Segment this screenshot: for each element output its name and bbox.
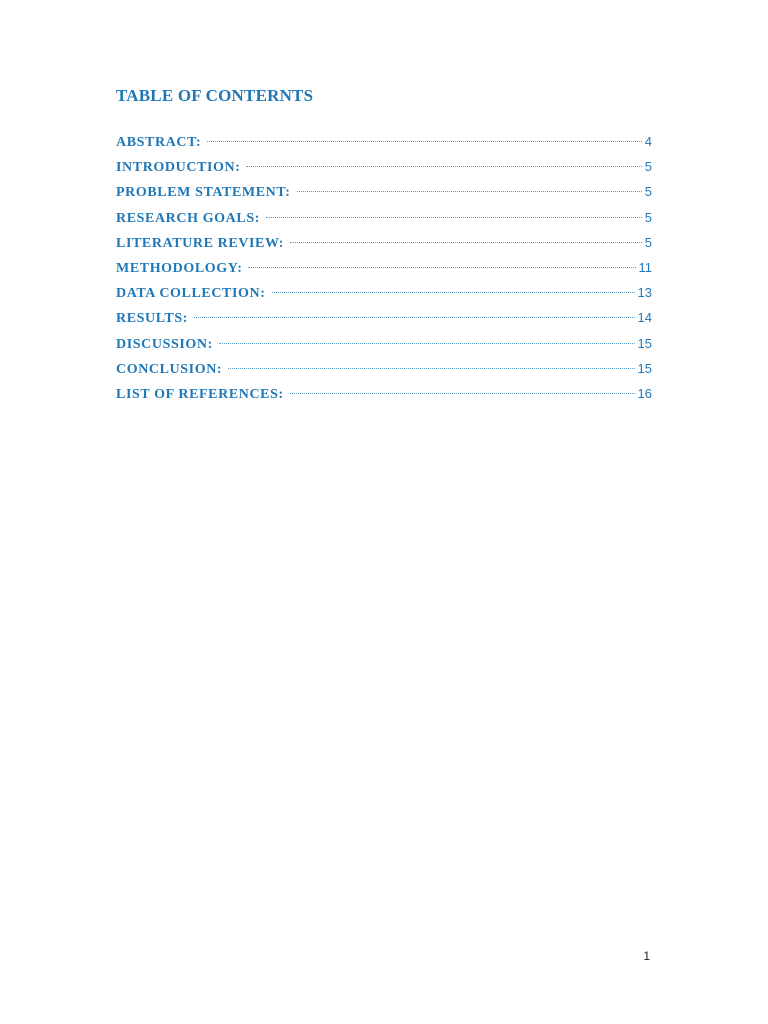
toc-dot-leader bbox=[228, 368, 634, 369]
toc-dot-leader bbox=[194, 317, 635, 318]
toc-entry-page: 5 bbox=[644, 234, 652, 250]
toc-entry-problem-statement[interactable] bbox=[116, 184, 652, 209]
toc-entry-page: 13 bbox=[637, 285, 652, 301]
page-number: 1 bbox=[643, 949, 650, 963]
toc-entry-page: 14 bbox=[637, 310, 652, 326]
toc-entry-list-of-references[interactable] bbox=[116, 386, 652, 411]
toc-list bbox=[116, 134, 652, 411]
toc-dot-leader bbox=[297, 191, 642, 192]
toc-dot-leader bbox=[248, 267, 635, 268]
toc-entry-label: RESULTS: bbox=[116, 311, 188, 327]
toc-entry-conclusion[interactable] bbox=[116, 361, 652, 386]
toc-dot-leader bbox=[290, 393, 635, 394]
toc-dot-leader bbox=[290, 242, 642, 243]
toc-entry-page: 4 bbox=[644, 134, 652, 149]
toc-entry-page: 5 bbox=[644, 159, 652, 175]
toc-entry-label: DATA COLLECTION: bbox=[116, 286, 266, 302]
toc-entry-literature-review[interactable] bbox=[116, 235, 652, 260]
toc-entry-label: DISCUSSION: bbox=[116, 336, 213, 352]
toc-entry-abstract[interactable] bbox=[116, 134, 652, 159]
toc-entry-label: ABSTRACT: bbox=[116, 135, 202, 150]
toc-entry-label: INTRODUCTION: bbox=[116, 160, 241, 176]
toc-dot-leader bbox=[246, 166, 641, 167]
toc-entry-page: 5 bbox=[644, 184, 652, 200]
toc-entry-page: 16 bbox=[637, 385, 652, 401]
toc-entry-data-collection[interactable] bbox=[116, 285, 652, 310]
toc-entry-label: LITERATURE REVIEW: bbox=[116, 235, 285, 251]
toc-entry-page: 15 bbox=[637, 335, 652, 351]
toc-entry-label: METHODOLOGY: bbox=[116, 260, 243, 276]
toc-dot-leader bbox=[266, 217, 642, 218]
toc-entry-discussion[interactable] bbox=[116, 336, 652, 361]
toc-entry-page: 5 bbox=[644, 209, 652, 225]
toc-entry-introduction[interactable] bbox=[116, 159, 652, 184]
toc-entry-label: PROBLEM STATEMENT: bbox=[116, 185, 291, 201]
toc-entry-page: 11 bbox=[638, 259, 652, 275]
toc-entry-label: RESEARCH GOALS: bbox=[116, 210, 260, 226]
toc-dot-leader bbox=[272, 292, 635, 293]
toc-entry-label: LIST OF REFERENCES: bbox=[116, 386, 284, 402]
toc-dot-leader bbox=[219, 343, 635, 344]
toc-entry-results[interactable] bbox=[116, 310, 652, 335]
toc-entry-research-goals[interactable] bbox=[116, 210, 652, 235]
toc-dot-leader bbox=[207, 141, 642, 142]
toc-title: TABLE OF CONTERNTS bbox=[116, 86, 314, 105]
toc-entry-methodology[interactable] bbox=[116, 260, 652, 285]
toc-entry-label: CONCLUSION: bbox=[116, 361, 223, 377]
toc-entry-page: 15 bbox=[637, 360, 652, 376]
